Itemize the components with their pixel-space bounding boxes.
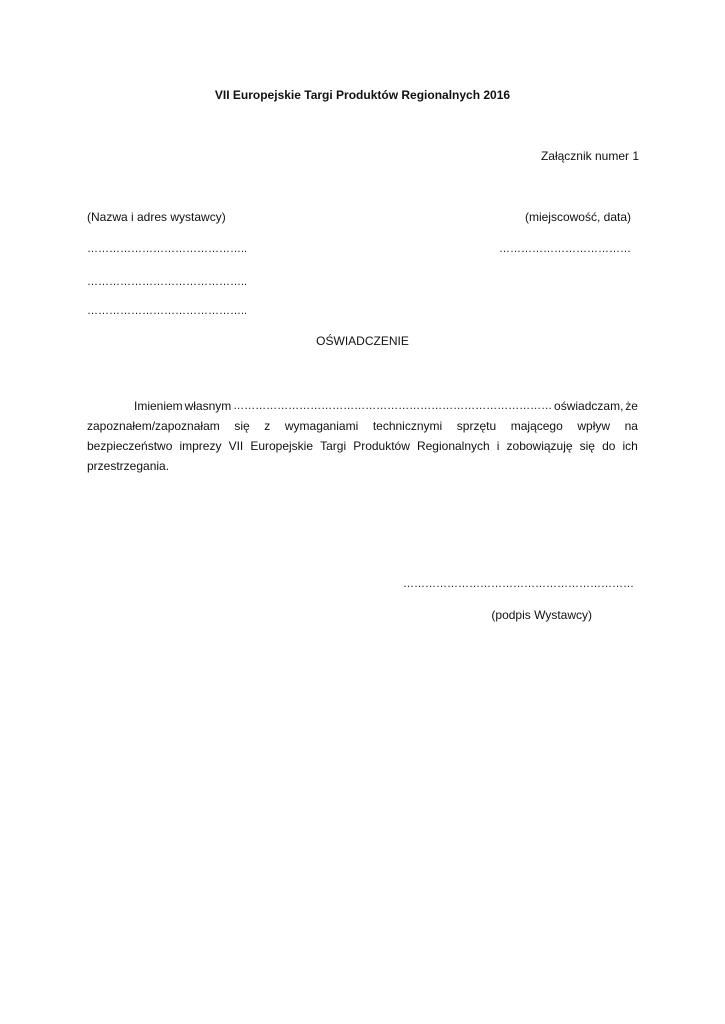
statement-word: oświadczam, xyxy=(554,399,624,413)
exhibitor-fill-line-2[interactable]: …………………………………….. xyxy=(87,276,248,288)
document-title: VII Europejskie Targi Produktów Regionalnych 2016 xyxy=(214,88,511,102)
declaration-heading: OŚWIADCZENIE xyxy=(316,334,409,348)
statement-word: imprezy xyxy=(179,439,222,453)
place-date-label: (miejscowość, data) xyxy=(524,210,631,224)
statement-word: na xyxy=(624,419,638,433)
statement-word: Produktów xyxy=(353,439,410,453)
statement-word: Europejskie xyxy=(250,439,314,453)
statement-word: Imieniem xyxy=(134,399,183,413)
statement-line-4: przestrzegania. xyxy=(87,459,170,473)
name-fill-line[interactable]: …………………………………………………………………………… xyxy=(233,400,553,412)
exhibitor-name-label: (Nazwa i adres wystawcy) xyxy=(87,210,226,224)
statement-word: technicznymi xyxy=(372,419,443,433)
statement-word: i xyxy=(496,439,500,453)
statement-word: zapoznałem/zapoznałam xyxy=(87,419,220,433)
statement-word: bezpieczeństwo xyxy=(87,439,173,453)
statement-word: Targi xyxy=(320,439,347,453)
statement-word: z xyxy=(264,419,271,433)
statement-word: że xyxy=(625,399,638,413)
signature-fill-line[interactable]: ……………………………………………………… xyxy=(403,578,634,590)
statement-line-3 xyxy=(87,436,638,456)
statement-word: VII xyxy=(228,439,244,453)
statement-word: wpływ xyxy=(577,419,611,433)
statement-word: sprzętu xyxy=(456,419,497,433)
statement-word: ich xyxy=(622,439,638,453)
statement-word: się xyxy=(234,419,250,433)
statement-word: Regionalnych xyxy=(416,439,490,453)
statement-word: wymaganiami xyxy=(284,419,359,433)
statement-line-1 xyxy=(87,396,638,416)
statement-word: mającego xyxy=(510,419,563,433)
statement-word: do xyxy=(602,439,616,453)
exhibitor-fill-line-1[interactable]: …………………………………….. xyxy=(87,243,248,255)
statement-line-2 xyxy=(87,416,638,436)
signature-label: (podpis Wystawcy) xyxy=(491,608,592,622)
exhibitor-fill-line-3[interactable]: …………………………………….. xyxy=(87,305,248,317)
statement-word: się xyxy=(579,439,595,453)
declaration-statement xyxy=(87,396,638,476)
place-date-fill-line[interactable]: ……………………………… xyxy=(499,243,631,255)
statement-word: zobowiązuję xyxy=(506,439,573,453)
statement-word: własnym xyxy=(184,399,232,413)
attachment-number: Załącznik numer 1 xyxy=(540,149,639,163)
